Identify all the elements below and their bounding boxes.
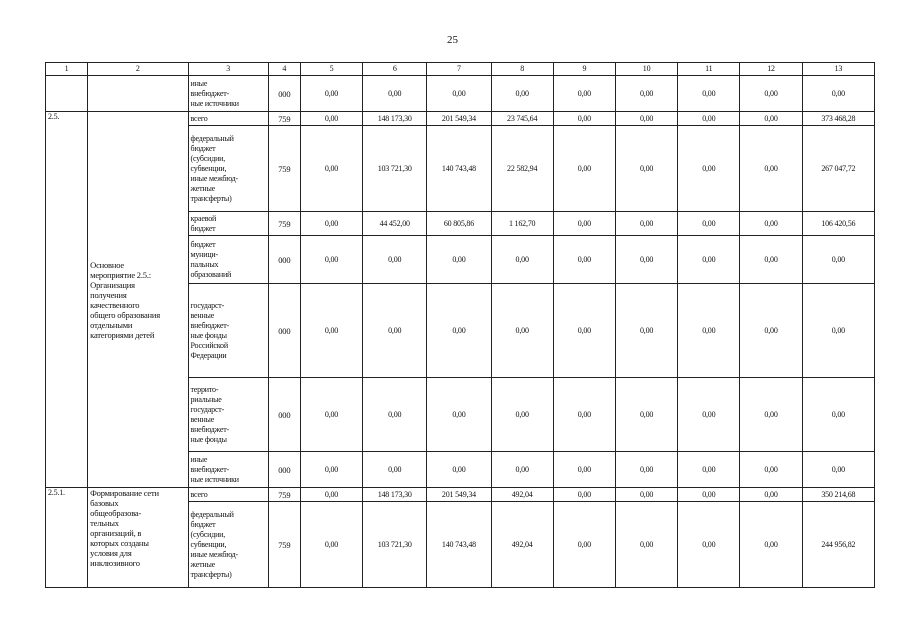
- value-cell: 0,00: [678, 452, 740, 488]
- value-cell: 0,00: [678, 502, 740, 588]
- value-cell: 23 745,64: [491, 112, 553, 126]
- value-cell: 0,00: [740, 126, 802, 212]
- value-cell: 0,00: [300, 212, 362, 236]
- value-cell: 0,00: [615, 452, 677, 488]
- value-cell: 0,00: [553, 126, 615, 212]
- value-cell: 0,00: [553, 236, 615, 284]
- column-header: 1: [46, 63, 88, 76]
- value-cell: 0,00: [553, 76, 615, 112]
- value-cell: 267 047,72: [802, 126, 874, 212]
- value-cell: 140 743,48: [427, 502, 491, 588]
- funding-source: бюджет муници- пальных образований: [188, 236, 268, 284]
- value-cell: 1 162,70: [491, 212, 553, 236]
- value-cell: 0,00: [740, 212, 802, 236]
- value-cell: 0,00: [553, 112, 615, 126]
- column-header: 6: [363, 63, 427, 76]
- code-cell: 000: [268, 378, 300, 452]
- value-cell: 0,00: [678, 284, 740, 378]
- value-cell: 60 805,86: [427, 212, 491, 236]
- value-cell: 0,00: [363, 76, 427, 112]
- value-cell: 140 743,48: [427, 126, 491, 212]
- value-cell: 244 956,82: [802, 502, 874, 588]
- activity-name: Основное мероприятие 2.5.: Организация получения качественного общего образования отдельными категориями детей: [88, 112, 188, 488]
- funding-source: всего: [188, 112, 268, 126]
- value-cell: 0,00: [678, 236, 740, 284]
- column-header: 10: [615, 63, 677, 76]
- code-cell: 759: [268, 502, 300, 588]
- value-cell: 0,00: [300, 284, 362, 378]
- column-header: 7: [427, 63, 491, 76]
- value-cell: 0,00: [678, 212, 740, 236]
- budget-table: [45, 62, 875, 588]
- value-cell: 0,00: [740, 76, 802, 112]
- column-header: 5: [300, 63, 362, 76]
- funding-source: иные внебюджет- ные источники: [188, 76, 268, 112]
- value-cell: 0,00: [615, 212, 677, 236]
- activity-name: Формирование сети базовых общеобразова- тельных организаций, в которых созданы условия для инклюзивного: [88, 488, 188, 588]
- value-cell: 0,00: [678, 488, 740, 502]
- value-cell: 0,00: [678, 378, 740, 452]
- value-cell: 103 721,30: [363, 502, 427, 588]
- code-cell: 000: [268, 76, 300, 112]
- value-cell: 0,00: [427, 452, 491, 488]
- table-row: [46, 76, 875, 112]
- value-cell: 0,00: [740, 488, 802, 502]
- column-header: 11: [678, 63, 740, 76]
- value-cell: 0,00: [615, 76, 677, 112]
- value-cell: 0,00: [802, 76, 874, 112]
- column-header: 12: [740, 63, 802, 76]
- value-cell: 103 721,30: [363, 126, 427, 212]
- value-cell: 0,00: [678, 76, 740, 112]
- column-header: 8: [491, 63, 553, 76]
- value-cell: 201 549,34: [427, 488, 491, 502]
- value-cell: 0,00: [427, 284, 491, 378]
- value-cell: 0,00: [300, 488, 362, 502]
- value-cell: 0,00: [615, 488, 677, 502]
- value-cell: 0,00: [615, 236, 677, 284]
- value-cell: 0,00: [802, 452, 874, 488]
- value-cell: 492,04: [491, 502, 553, 588]
- funding-source: государст- венные внебюджет- ные фонды Российской Федерации: [188, 284, 268, 378]
- row-number: 2.5.1.: [46, 488, 88, 588]
- value-cell: 0,00: [615, 378, 677, 452]
- value-cell: 0,00: [802, 284, 874, 378]
- code-cell: 759: [268, 212, 300, 236]
- value-cell: 22 582,94: [491, 126, 553, 212]
- value-cell: 0,00: [300, 76, 362, 112]
- funding-source: всего: [188, 488, 268, 502]
- value-cell: 0,00: [363, 452, 427, 488]
- value-cell: 0,00: [363, 236, 427, 284]
- value-cell: 0,00: [553, 488, 615, 502]
- value-cell: 0,00: [427, 378, 491, 452]
- value-cell: 148 173,30: [363, 112, 427, 126]
- value-cell: 0,00: [740, 502, 802, 588]
- value-cell: 0,00: [615, 284, 677, 378]
- table-row: [46, 112, 875, 126]
- value-cell: 148 173,30: [363, 488, 427, 502]
- funding-source: краевой бюджет: [188, 212, 268, 236]
- value-cell: 0,00: [427, 236, 491, 284]
- value-cell: 0,00: [300, 378, 362, 452]
- value-cell: 0,00: [300, 236, 362, 284]
- value-cell: 0,00: [802, 236, 874, 284]
- code-cell: 759: [268, 126, 300, 212]
- value-cell: 350 214,68: [802, 488, 874, 502]
- value-cell: 201 549,34: [427, 112, 491, 126]
- column-header: 2: [88, 63, 188, 76]
- column-header: 13: [802, 63, 874, 76]
- value-cell: 0,00: [553, 378, 615, 452]
- code-cell: 759: [268, 112, 300, 126]
- column-header: 3: [188, 63, 268, 76]
- value-cell: 0,00: [553, 212, 615, 236]
- funding-source: федеральный бюджет (субсидии, субвенции, иные межбюд- жетные трансферты): [188, 502, 268, 588]
- value-cell: 0,00: [615, 502, 677, 588]
- code-cell: 000: [268, 452, 300, 488]
- number-cell: [46, 76, 88, 112]
- value-cell: 0,00: [553, 452, 615, 488]
- value-cell: 0,00: [300, 126, 362, 212]
- value-cell: 373 468,28: [802, 112, 874, 126]
- value-cell: 0,00: [491, 76, 553, 112]
- column-header: 4: [268, 63, 300, 76]
- header-row: [46, 63, 875, 76]
- value-cell: 0,00: [802, 378, 874, 452]
- row-number: 2.5.: [46, 112, 88, 488]
- funding-source: террито- риальные государст- венные внебюджет- ные фонды: [188, 378, 268, 452]
- value-cell: 0,00: [740, 452, 802, 488]
- value-cell: 0,00: [363, 378, 427, 452]
- code-cell: 759: [268, 488, 300, 502]
- value-cell: 0,00: [553, 502, 615, 588]
- funding-source: федеральный бюджет (субсидии, субвенции, иные межбюд- жетные трансферты): [188, 126, 268, 212]
- value-cell: 106 420,56: [802, 212, 874, 236]
- value-cell: 0,00: [491, 284, 553, 378]
- value-cell: 0,00: [740, 284, 802, 378]
- value-cell: 0,00: [491, 452, 553, 488]
- table-row: [46, 488, 875, 502]
- value-cell: 0,00: [300, 112, 362, 126]
- funding-source: иные внебюджет- ные источники: [188, 452, 268, 488]
- value-cell: 0,00: [740, 378, 802, 452]
- value-cell: 0,00: [491, 236, 553, 284]
- value-cell: 492,04: [491, 488, 553, 502]
- code-cell: 000: [268, 236, 300, 284]
- code-cell: 000: [268, 284, 300, 378]
- value-cell: 0,00: [678, 112, 740, 126]
- value-cell: 0,00: [740, 236, 802, 284]
- value-cell: 0,00: [615, 126, 677, 212]
- value-cell: 0,00: [300, 452, 362, 488]
- value-cell: 0,00: [491, 378, 553, 452]
- value-cell: 0,00: [740, 112, 802, 126]
- value-cell: 0,00: [678, 126, 740, 212]
- name-cell: [88, 76, 188, 112]
- value-cell: 0,00: [363, 284, 427, 378]
- value-cell: 0,00: [427, 76, 491, 112]
- value-cell: 0,00: [300, 502, 362, 588]
- column-header: 9: [553, 63, 615, 76]
- value-cell: 44 452,00: [363, 212, 427, 236]
- value-cell: 0,00: [553, 284, 615, 378]
- value-cell: 0,00: [615, 112, 677, 126]
- page-number: 25: [447, 34, 458, 46]
